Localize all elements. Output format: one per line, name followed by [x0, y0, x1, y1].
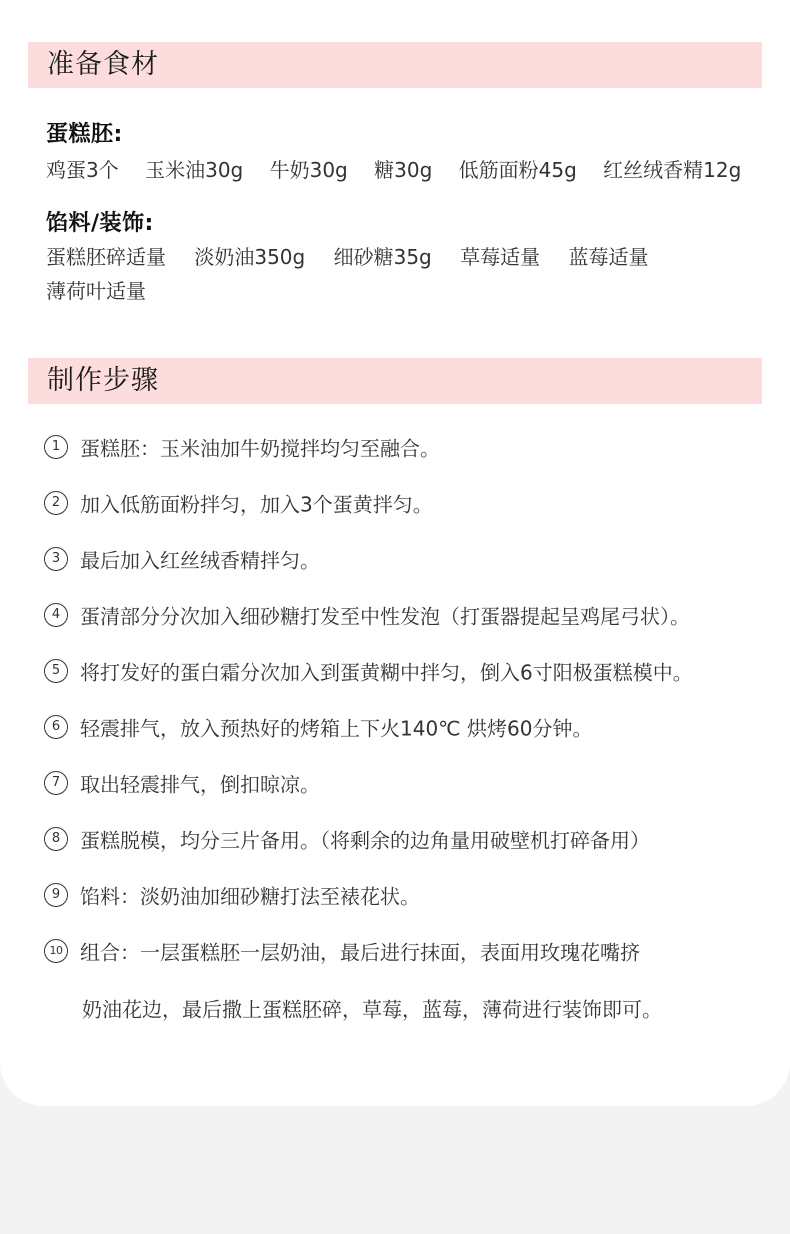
step-text: 蛋糕脱模，均分三片备用。（将剩余的边角量用破壁机打碎备用） — [80, 828, 650, 853]
step-item — [44, 712, 592, 742]
step-continuation — [82, 993, 662, 1023]
step-number-badge: 5 — [44, 659, 68, 683]
step-text: 将打发好的蛋白霜分次加入到蛋黄糊中拌匀，倒入6寸阳极蛋糕模中。 — [80, 660, 693, 685]
step-text: 取出轻震排气，倒扣晾凉。 — [80, 772, 320, 797]
step-item — [44, 488, 433, 518]
step-number-badge: 8 — [44, 827, 68, 851]
ingredient-item: 糖30g — [374, 158, 433, 182]
ingredient-item: 细砂糖35g — [333, 245, 432, 269]
steps-header — [28, 358, 762, 404]
step-number-badge: 7 — [44, 771, 68, 795]
step-text: 馅料：淡奶油加细砂糖打法至裱花状。 — [80, 884, 420, 909]
ingredient-item: 低筋面粉45g — [458, 158, 577, 182]
filling-items-row2 — [46, 276, 146, 306]
step-number-badge: 1 — [44, 435, 68, 459]
step-number-badge: 2 — [44, 491, 68, 515]
step-number-badge: 9 — [44, 883, 68, 907]
ingredient-item: 淡奶油350g — [194, 245, 306, 269]
ingredient-item: 薄荷叶适量 — [46, 279, 146, 303]
step-item — [44, 656, 693, 686]
filling-items-row1 — [46, 242, 648, 272]
filling-label: 馅料/装饰: — [46, 211, 154, 236]
step-text: 蛋糕胚：玉米油加牛奶搅拌均匀至融合。 — [80, 436, 440, 461]
cake-items — [46, 155, 741, 185]
step-item — [44, 936, 640, 966]
ingredient-item: 牛奶30g — [269, 158, 348, 182]
step-text: 轻震排气，放入预热好的烤箱上下火140℃ 烘烤60分钟。 — [80, 716, 593, 741]
step-text: 蛋清部分分次加入细砂糖打发至中性发泡（打蛋器提起呈鸡尾弓状）。 — [80, 604, 690, 629]
step-text: 加入低筋面粉拌匀，加入3个蛋黄拌匀。 — [80, 492, 433, 517]
step-item — [44, 768, 320, 798]
step-text: 最后加入红丝绒香精拌匀。 — [80, 548, 320, 573]
step-item — [44, 600, 690, 630]
ingredients-header — [28, 42, 762, 88]
step-number-badge: 4 — [44, 603, 68, 627]
step-number-badge: 3 — [44, 547, 68, 571]
ingredient-item: 鸡蛋3个 — [46, 158, 119, 182]
step-item — [44, 544, 320, 574]
step-number-badge: 6 — [44, 715, 68, 739]
step-item — [44, 824, 650, 854]
ingredient-item: 蛋糕胚碎适量 — [46, 245, 166, 269]
ingredients-title: 准备食材 — [47, 49, 159, 80]
steps-title: 制作步骤 — [47, 365, 159, 396]
step-text: 组合：一层蛋糕胚一层奶油，最后进行抹面，表面用玫瑰花嘴挤 — [80, 940, 640, 965]
step-text: 奶油花边，最后撒上蛋糕胚碎，草莓，蓝莓，薄荷进行装饰即可。 — [82, 997, 662, 1022]
cake-label: 蛋糕胚: — [46, 122, 123, 147]
ingredient-item: 蓝莓适量 — [568, 245, 649, 269]
ingredient-item: 红丝绒香精12g — [603, 158, 742, 182]
ingredient-item: 玉米油30g — [145, 158, 244, 182]
ingredient-item: 草莓适量 — [460, 245, 541, 269]
step-number-badge: 10 — [44, 939, 68, 963]
step-item — [44, 432, 440, 462]
step-item — [44, 880, 420, 910]
